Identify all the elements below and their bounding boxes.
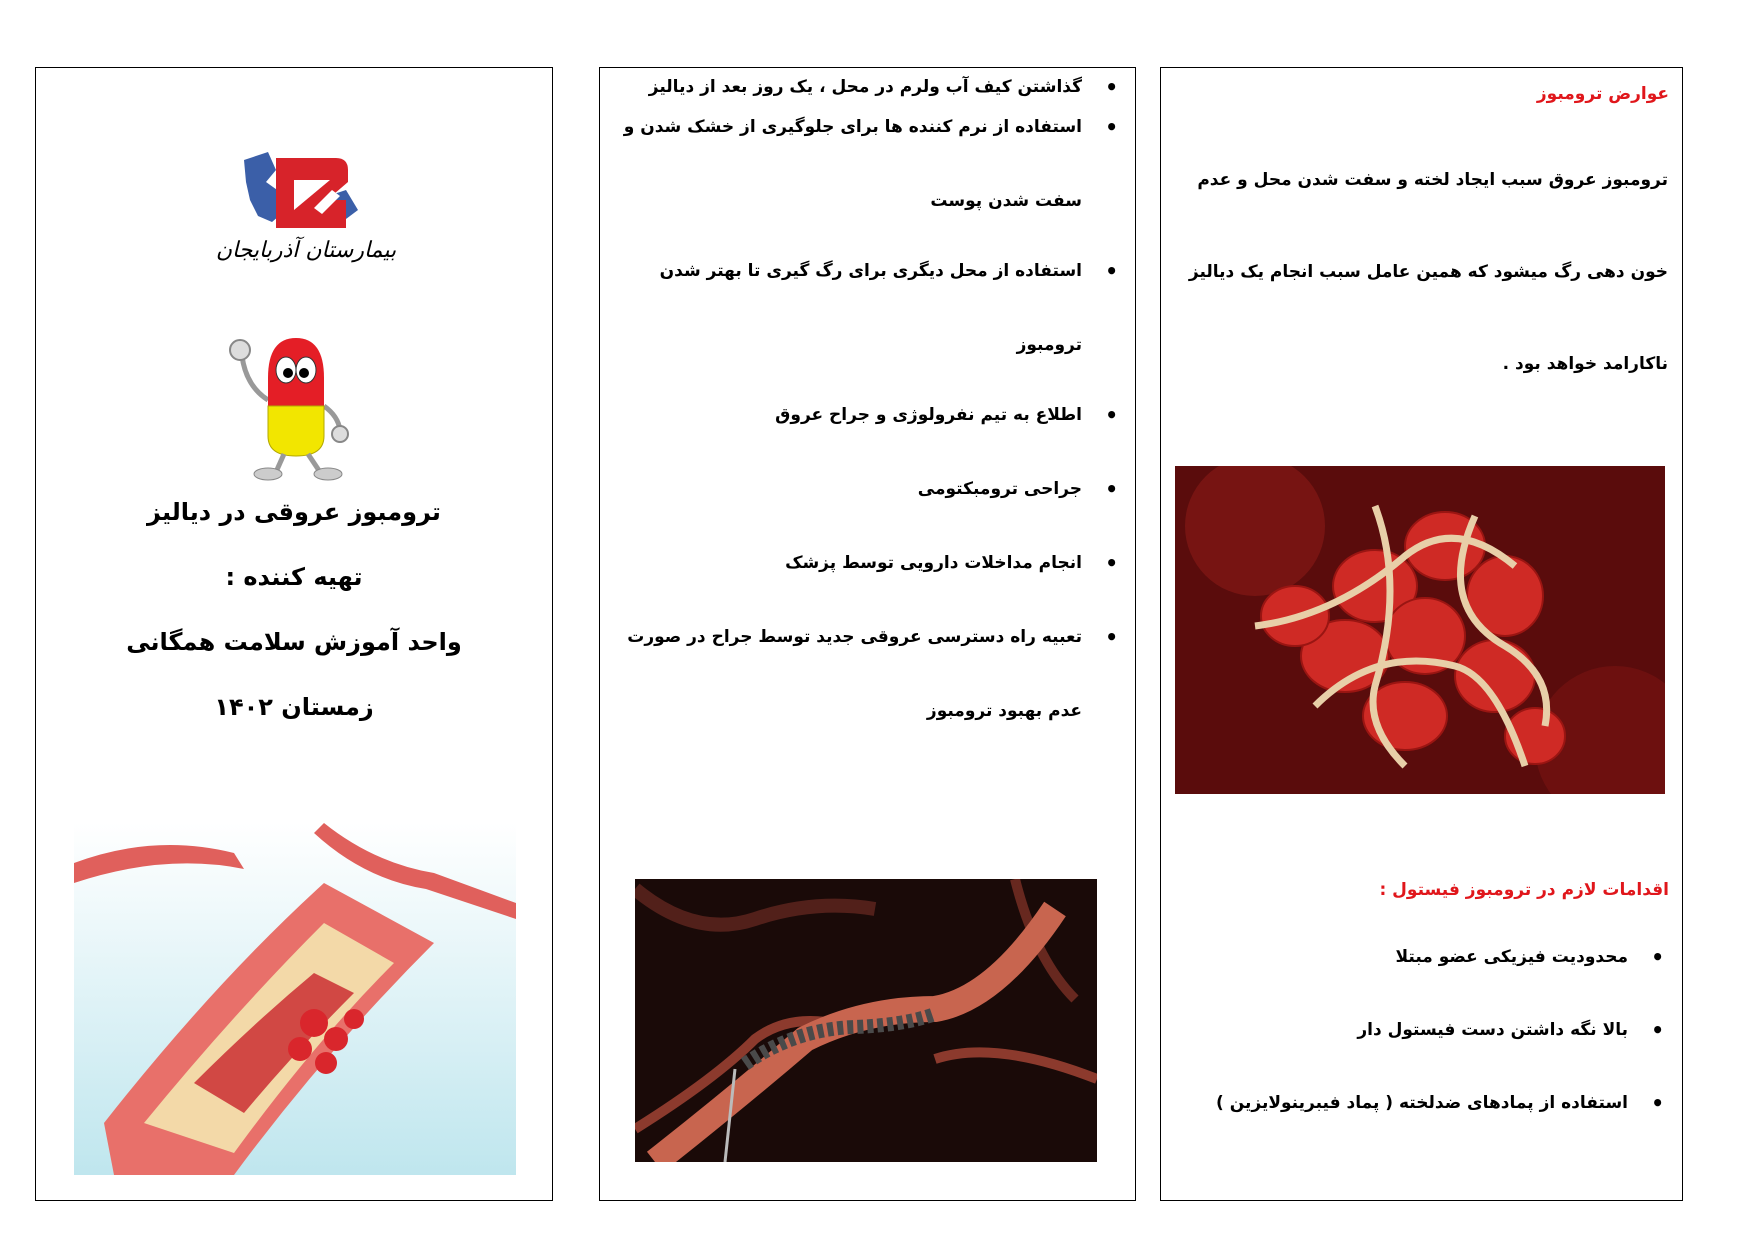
artery-illustration — [74, 823, 516, 1175]
list-item: • انجام مداخلات دارویی توسط پزشک — [612, 526, 1082, 600]
list-item: • بالا نگه داشتن دست فیستول دار — [1208, 994, 1628, 1067]
actions-list — [1208, 921, 1628, 1140]
list-item: • جراحی ترومبکتومی — [612, 452, 1082, 526]
list-item: • گذاشتن کیف آب ولرم در محل ، یک روز بعد از دیالیز — [612, 68, 1082, 106]
logo-text: بیمارستان آذربایجان — [215, 238, 397, 263]
list-item: • اطلاع به تیم نفرولوژی و جراح عروق — [612, 378, 1082, 452]
complications-panel — [1160, 67, 1683, 1201]
cover-panel — [35, 67, 553, 1201]
list-item: • استفاده از محل دیگری برای رگ گیری تا بهتر شدن ترومبوز — [612, 234, 1082, 382]
list-item: • استفاده از نرم کننده ها برای جلوگیری از خشک شدن و سفت شدن پوست — [612, 90, 1082, 238]
publication-date: زمستان ۱۴۰۲ — [214, 693, 374, 721]
actions-heading: اقدامات لازم در ترومبوز فیستول : — [1379, 880, 1669, 900]
complications-heading: عوارض ترومبوز — [1536, 84, 1669, 104]
prepared-by-label: تهیه کننده : — [225, 563, 363, 591]
complications-text: ترومبوز عروق سبب ایجاد لخته و سفت شدن محل و عدم خون دهی رگ میشود که همین عامل سبب انجام یک دیالیز ناکارامد خواهد بود . — [1188, 170, 1668, 374]
stent-illustration — [635, 879, 1097, 1162]
author-unit: واحد آموزش سلامت همگانی — [126, 628, 462, 656]
brochure-title: ترومبوز عروقی در دیالیز — [147, 498, 441, 526]
list-item: • تعبیه راه دسترسی عروقی جدید توسط جراح در صورت عدم بهبود ترومبوز — [612, 600, 1082, 748]
care-instructions-list — [612, 68, 1082, 748]
pill-mascot-illustration — [206, 326, 386, 481]
hospital-logo — [206, 130, 406, 330]
blood-clot-illustration — [1175, 466, 1665, 794]
list-item: • محدودیت فیزیکی عضو مبتلا — [1208, 921, 1628, 994]
list-item: • استفاده از پمادهای ضدلخته ( پماد فیبرینولایزین ) — [1208, 1067, 1628, 1140]
care-instructions-panel — [599, 67, 1136, 1201]
